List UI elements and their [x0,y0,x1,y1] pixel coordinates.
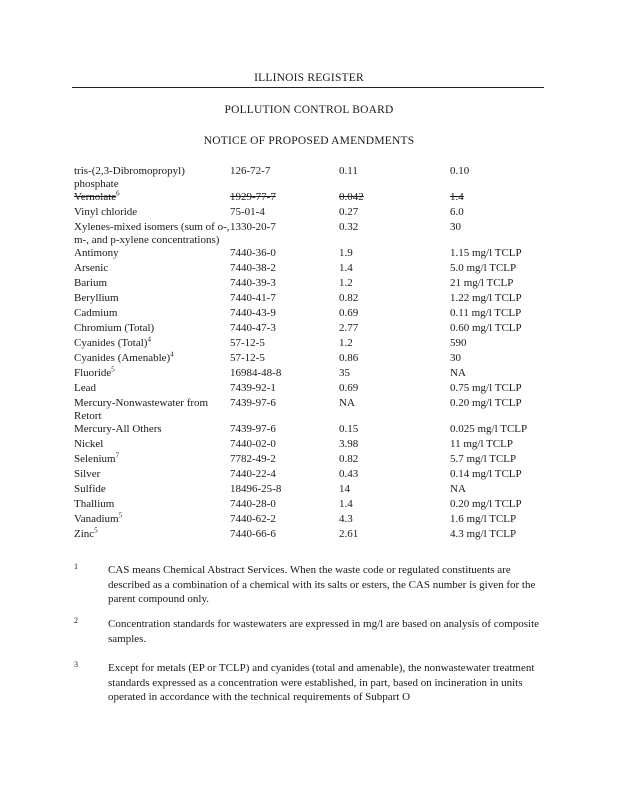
nonwastewater-standard: 0.11 mg/l TCLP [450,307,522,319]
table-row [74,165,560,191]
nonwastewater-standard: 0.60 mg/l TCLP [450,322,522,334]
table-row [74,247,560,262]
constituent-name: Silver [74,468,101,480]
cas-number: 126-72-7 [230,165,271,177]
constituent-name: Xylenes-mixed isomers (sum of o-, m-, and p-xylene concentrations) [74,221,230,246]
nonwastewater-standard: 0.75 mg/l TCLP [450,382,522,394]
table-row [74,498,560,513]
table-row [74,352,560,367]
cas-number: 7440-66-6 [230,528,276,540]
wastewater-standard: 2.77 [339,322,359,334]
footnote-ref: 5 [94,526,98,535]
constituent-name: Vernolate$^6$ [74,189,120,203]
footnote-ref: 4 [147,335,151,344]
constituent-name: Fluoride$^5$ [74,365,115,379]
constituent-name: Barium [74,277,107,289]
cas-number: 57-12-5 [230,337,265,349]
wastewater-standard: 0.69 [339,382,359,394]
cas-number: 7439-97-6 [230,397,276,409]
footnote-number: 3 [74,660,78,669]
wastewater-standard: 0.82 [339,453,359,465]
table-row [74,397,560,423]
cas-number: 7440-47-3 [230,322,276,334]
register-title: ILLINOIS REGISTER [254,72,364,84]
constituent-name: Chromium (Total) [74,322,155,334]
wastewater-standard: 1.4 [339,262,353,274]
table-row [74,423,560,438]
cas-number: 1330-20-7 [230,221,276,233]
wastewater-standard: 1.2 [339,337,353,349]
wastewater-standard: 1.2 [339,277,353,289]
cas-number: 75-01-4 [230,206,265,218]
table-row [74,438,560,453]
cas-number: 7440-62-2 [230,513,276,525]
table-row [74,382,560,397]
footnote-text: CAS means Chemical Abstract Services. When the waste code or regulated constituents are described as a combination of a chemical with its salts or esters, the CAS number is given for the parent compound only. [108,564,536,605]
cas-number: 16984-48-8 [230,367,282,379]
wastewater-standard: 35 [339,367,350,379]
cas-number: 7440-28-0 [230,498,276,510]
nonwastewater-standard: 0.025 mg/l TCLP [450,423,528,435]
table-row [74,337,560,352]
footnote-ref: 5 [118,511,123,520]
constituent-name: Mercury-Nonwastewater from Retort [74,397,209,422]
wastewater-standard: 2.61 [339,528,359,540]
cas-number: 7440-43-9 [230,307,276,319]
table-row [74,206,560,221]
nonwastewater-standard: 0.20 mg/l TCLP [450,397,522,409]
table-row [74,277,560,292]
constituent-name: Antimony [74,247,119,259]
constituent-name: Cadmium [74,307,118,319]
cas-number: 18496-25-8 [230,483,282,495]
footnote-ref: 6 [116,189,120,198]
wastewater-standard: 1.9 [339,247,353,259]
header-rule [72,87,544,88]
wastewater-standard: 0.11 [339,165,358,177]
nonwastewater-standard: 4.3 mg/l TCLP [450,528,517,540]
table-row [74,453,560,468]
wastewater-standard: 0.042 [339,191,364,203]
constituent-name: Cyanides (Amenable)$^4$ [74,350,174,364]
wastewater-standard: 0.69 [339,307,359,319]
wastewater-standard: 0.43 [339,468,359,480]
constituent-name: Zinc$^5$ [74,526,98,540]
constituent-name: Mercury-All Others [74,423,162,435]
footnote-ref: 7 [115,451,120,460]
cas-number: 7440-38-2 [230,262,276,274]
table-row [74,191,560,206]
wastewater-standard: 1.4 [339,498,353,510]
constituent-name: Cyanides (Total)$^4$ [74,335,151,349]
constituent-name: Selenium$^7$ [74,451,120,465]
nonwastewater-standard: 1.6 mg/l TCLP [450,513,517,525]
nonwastewater-standard: 5.0 mg/l TCLP [450,262,517,274]
wastewater-standard: 4.3 [339,513,353,525]
nonwastewater-standard: 30 [450,352,461,364]
cas-number: 7782-49-2 [230,453,276,465]
constituent-name: Thallium [74,498,115,510]
constituent-name: Nickel [74,438,104,450]
nonwastewater-standard: 1.4 [450,191,464,203]
footnote-ref: 5 [111,365,115,374]
footnote-text: Except for metals (EP or TCLP) and cyanides (total and amenable), the nonwastewater treatment standards expressed as a concentration were established, in part, based on incineration in units operated in accordance with the technical requirements of Subpart O [108,662,535,703]
nonwastewater-standard: 1.15 mg/l TCLP [450,247,522,259]
constituent-name: Beryllium [74,292,119,304]
table-row [74,513,560,528]
wastewater-standard: NA [339,397,355,409]
table-row [74,221,560,247]
constituent-name: Vanadium$^5$ [74,511,123,525]
cas-number: 7440-41-7 [230,292,276,304]
nonwastewater-standard: 0.20 mg/l TCLP [450,498,522,510]
wastewater-standard: 0.27 [339,206,359,218]
constituent-name: Sulfide [74,483,106,495]
cas-number: 57-12-5 [230,352,265,364]
wastewater-standard: 0.32 [339,221,359,233]
nonwastewater-standard: 0.14 mg/l TCLP [450,468,522,480]
cas-number: 7439-97-6 [230,423,276,435]
cas-number: 1929-77-7 [230,191,276,203]
footnote-number: 2 [74,616,78,625]
footnote-ref: 4 [170,350,174,359]
table-row [74,307,560,322]
nonwastewater-standard: 0.10 [450,165,470,177]
table-row [74,367,560,382]
constituents-table [74,165,560,543]
cas-number: 7439-92-1 [230,382,276,394]
notice-title: NOTICE OF PROPOSED AMENDMENTS [203,135,415,147]
table-row [74,528,560,543]
footnote-text: Concentration standards for wastewaters are expressed in mg/l are based on analysis of composite samples. [108,618,540,645]
wastewater-standard: 0.15 [339,423,359,435]
nonwastewater-standard: 30 [450,221,461,233]
constituent-name: tris-(2,3-Dibromopropyl) phosphate [74,165,185,190]
nonwastewater-standard: NA [450,483,466,495]
table-row [74,483,560,498]
wastewater-standard: 0.86 [339,352,359,364]
constituent-name: Arsenic [74,262,109,274]
nonwastewater-standard: 6.0 [450,206,464,218]
constituent-name: Vinyl chloride [74,206,138,218]
nonwastewater-standard: NA [450,367,466,379]
cas-number: 7440-39-3 [230,277,276,289]
cas-number: 7440-02-0 [230,438,276,450]
cas-number: 7440-36-0 [230,247,276,259]
nonwastewater-standard: 21 mg/l TCLP [450,277,514,289]
wastewater-standard: 14 [339,483,350,495]
board-title: POLLUTION CONTROL BOARD [224,104,394,116]
constituent-name: Lead [74,382,96,394]
footnote-number: 1 [74,562,78,571]
cas-number: 7440-22-4 [230,468,276,480]
nonwastewater-standard: 1.22 mg/l TCLP [450,292,522,304]
table-row [74,262,560,277]
nonwastewater-standard: 5.7 mg/l TCLP [450,453,517,465]
wastewater-standard: 3.98 [339,438,359,450]
table-row [74,468,560,483]
nonwastewater-standard: 590 [450,337,467,349]
wastewater-standard: 0.82 [339,292,359,304]
nonwastewater-standard: 11 mg/l TCLP [450,438,513,450]
table-row [74,292,560,307]
